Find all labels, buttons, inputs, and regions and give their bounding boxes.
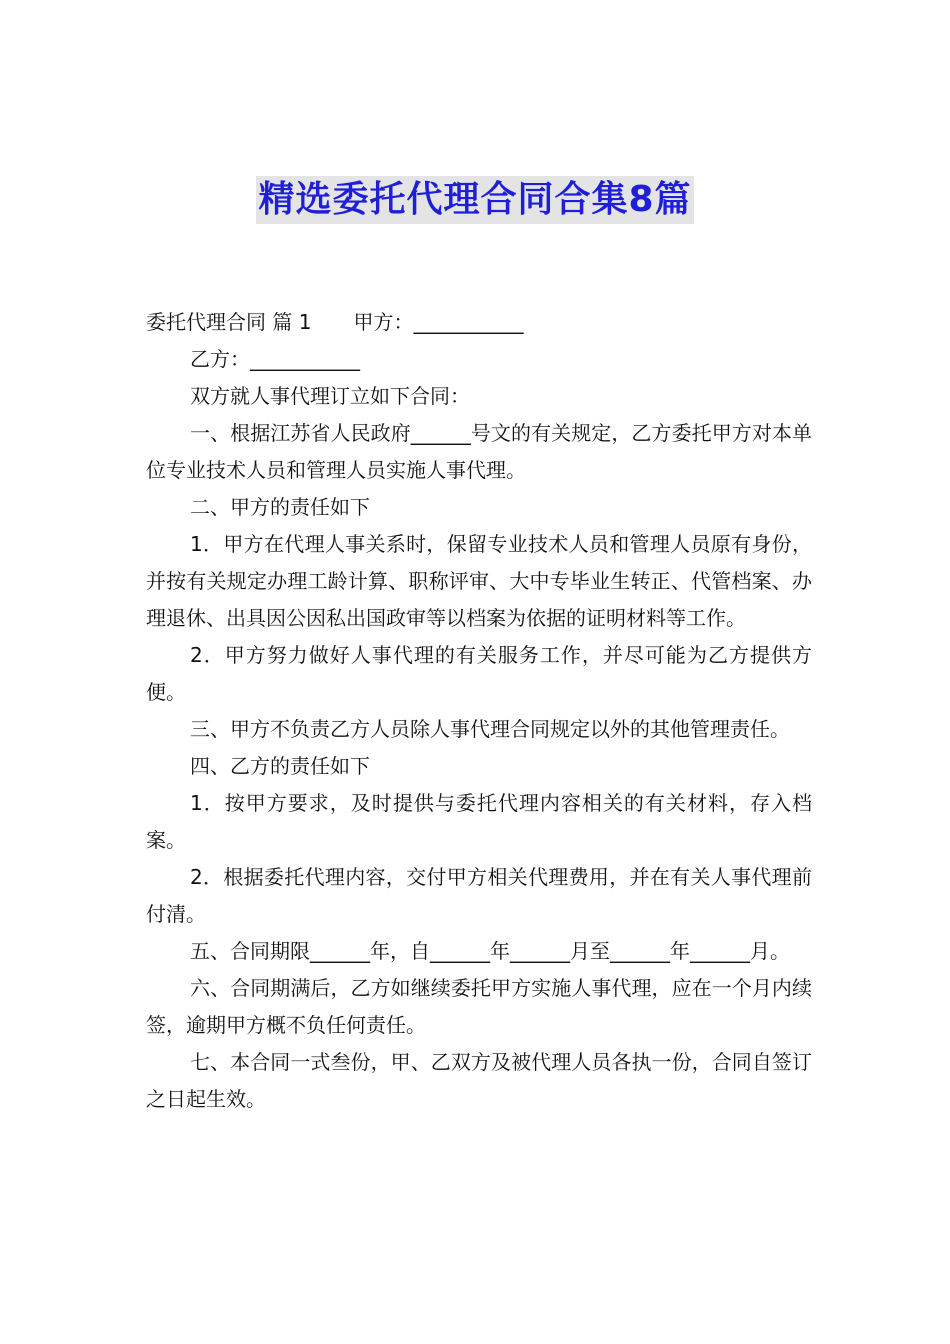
party-a-line: 甲方：___________ bbox=[353, 310, 524, 334]
party-b-line: 乙方：___________ bbox=[190, 347, 360, 371]
paragraph-clause-1: 一、根据江苏省人民政府______号文的有关规定，乙方委托甲方对本单位专业技术人员和管理人员实施人事代理。 bbox=[146, 421, 812, 482]
heading-party-b-duties: 四、乙方的责任如下 bbox=[190, 754, 370, 778]
paragraph-b-duty-1: 1．按甲方要求，及时提供与委托代理内容相关的有关材料，存入档案。 bbox=[146, 791, 812, 852]
paragraph-clause-7: 七、本合同一式叁份，甲、乙双方及被代理人员各执一份，合同自签订之日起生效。 bbox=[146, 1050, 812, 1111]
paragraph-clause-3: 三、甲方不负责乙方人员除人事代理合同规定以外的其他管理责任。 bbox=[190, 717, 790, 741]
heading-party-a-duties: 二、甲方的责任如下 bbox=[190, 495, 370, 519]
paragraph-intro: 双方就人事代理订立如下合同： bbox=[190, 384, 470, 408]
document-body bbox=[146, 304, 812, 1118]
paragraph-a-duty-1: 1．甲方在代理人事关系时，保留专业技术人员和管理人员原有身份，并按有关规定办理工龄计算、职称评审、大中专毕业生转正、代管档案、办理退休、出具因公因私出国政审等以档案为依据的证明材料等工作。 bbox=[146, 532, 812, 630]
document-title: 精选委托代理合同合集8篇 bbox=[256, 176, 693, 224]
paragraph-clause-5: 五、合同期限______年，自______年______月至______年______月。 bbox=[190, 939, 790, 963]
title-block bbox=[0, 176, 950, 224]
paragraph-a-duty-2: 2．甲方努力做好人事代理的有关服务工作，并尽可能为乙方提供方便。 bbox=[146, 643, 812, 704]
paragraph-clause-6: 六、合同期满后，乙方如继续委托甲方实施人事代理，应在一个月内续签，逾期甲方概不负任何责任。 bbox=[146, 976, 812, 1037]
paragraph-b-duty-2: 2．根据委托代理内容，交付甲方相关代理费用，并在有关人事代理前付清。 bbox=[146, 865, 812, 926]
header-line bbox=[146, 304, 812, 341]
contract-label: 委托代理合同 篇 1 bbox=[146, 310, 312, 334]
